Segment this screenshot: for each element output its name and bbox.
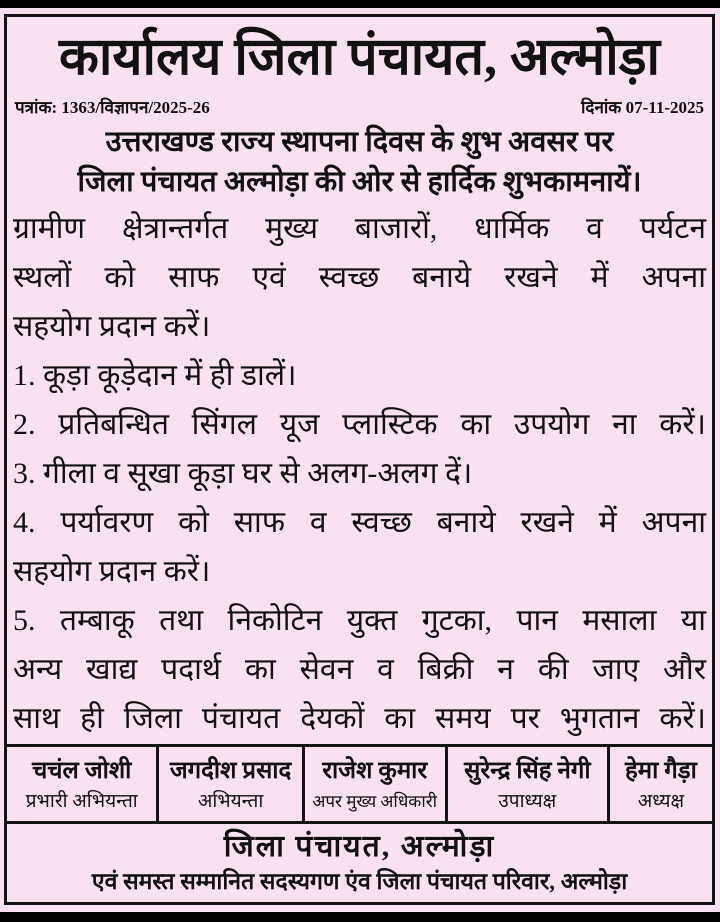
meta-row <box>7 95 712 120</box>
body-line: स्थलों को साफ एवं स्वच्छ बनाये रखने में अपना <box>13 261 706 294</box>
notice-border-frame <box>4 14 715 905</box>
signatory-name: हेमा गैड़ा <box>624 758 697 784</box>
signatory-designation: अभियन्ता <box>197 791 264 812</box>
body-line: ग्रामीण क्षेत्रान्तर्गत मुख्य बाजारों, धार्मिक व पर्यटन <box>13 212 706 245</box>
notice-paper <box>0 8 720 912</box>
signatory-cell <box>445 747 607 821</box>
signatory-name: राजेश कुमार <box>322 758 428 784</box>
body-line-item-2: 2. प्रतिबन्धित सिंगल यूज प्लास्टिक का उपयोग ना करें। <box>13 408 706 441</box>
signatory-designation: उपाध्यक्ष <box>498 791 557 812</box>
signatory-cell <box>7 747 156 821</box>
signatory-name: चचंल जोशी <box>32 758 132 784</box>
signatory-designation: अपर मुख्य अधिकारी <box>312 792 438 811</box>
greeting-line-2: जिला पंचायत अल्मोड़ा की ओर से हार्दिक शुभकामनायें। <box>77 166 642 198</box>
body-line-item-3: 3. गीला व सूखा कूड़ा घर से अलग-अलग दें। <box>13 457 473 490</box>
body-line: सहयोग प्रदान करें। <box>13 555 211 588</box>
signatories-row <box>7 744 712 824</box>
signatory-name: जगदीश प्रसाद <box>169 758 292 784</box>
signatory-cell <box>302 747 445 821</box>
body-line: सहयोग प्रदान करें। <box>13 310 211 343</box>
footer-block <box>7 824 712 902</box>
body-line-item-4: 4. पर्यावरण को साफ व स्वच्छ बनाये रखने में अपना <box>13 506 706 539</box>
date-label: दिनांक 07-11-2025 <box>581 98 704 117</box>
greeting-line-1: उत्तराखण्ड राज्य स्थापना दिवस के शुभ अवसर पर <box>105 126 614 158</box>
signatory-name: सुरेन्द्र सिंह नेगी <box>464 758 591 784</box>
footer-organization: जिला पंचायत, अल्मोड़ा <box>223 830 496 863</box>
letter-number: पत्रांक: 1363/विज्ञापन/2025-26 <box>15 98 210 117</box>
body-line: अन्य खाद्य पदार्थ का सेवन व बिक्री न की जाए और <box>13 653 706 686</box>
notice-body <box>7 202 712 744</box>
page-title: कार्यालय जिला पंचायत, अल्मोड़ा <box>58 29 661 86</box>
body-line: साथ ही जिला पंचायत देयकों का समय पर भुगतान करें। <box>13 702 706 735</box>
body-line-item-1: 1. कूड़ा कूड़ेदान में ही डालें। <box>13 359 297 392</box>
signatory-cell <box>607 747 712 821</box>
body-line-item-5: 5. तम्बाकू तथा निकोटिन युक्त गुटका, पान मसाला या <box>13 604 706 637</box>
greeting-block <box>7 120 712 202</box>
signatory-designation: अध्यक्ष <box>637 791 685 812</box>
footer-members-line: एवं समस्त सम्मानित सदस्यगण एंव जिला पंचायत परिवार, अल्मोड़ा <box>91 869 628 894</box>
signatory-designation: प्रभारी अभियन्ता <box>25 791 138 812</box>
signatory-cell <box>156 747 301 821</box>
